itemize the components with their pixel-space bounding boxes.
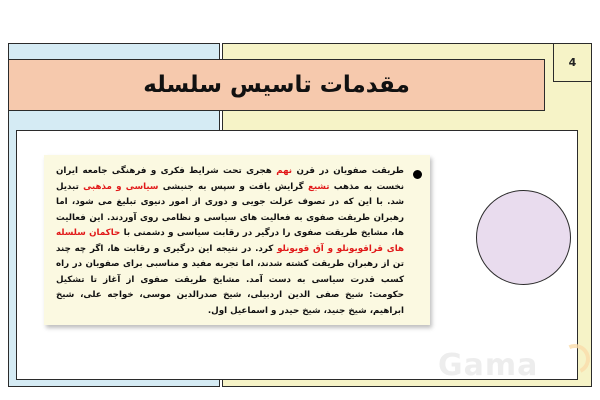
text-run: کرد. در نتیجه این درگیری و رقابت ها، اگر چه چند تن از رهبران طریقت کشته شدند، اما تجربه مفید و مناسبی برای صفویان در راه کسب قدرت سیاسی به دست آمد. مشایخ طریقت صفوی از آغاز تا تشکیل حکومت: شیخ صفی الدین اردبیلی، شیخ صدرالدین موسی، خواجه علی، شیخ ابراهیم، شیخ جنید، شیخ حیدر و اسماعیل اول.: [56, 243, 404, 316]
title-bar: [8, 59, 545, 111]
text-run: تبدیل شد. با این که در تصوف عزلت جویی و دوری از امور دنیوی تبلیغ می شود، اما رهبران طریقت صفوی به فعالیت های سیاسی و نظامی روی آوردند. این فعالیت ها، مشایخ طریقت صفوی را درگیر در رقابت سیاسی و دشمنی با: [56, 181, 404, 238]
highlight-text: تشیع: [307, 181, 330, 192]
text-run: هجری تحت شرایط فکری و فرهنگی جامعه ایران نخست به مذهب: [56, 166, 405, 192]
slide-title: مقدمات تاسیس سلسله: [143, 72, 410, 98]
text-run: گرایش یافت و سپس به جنبشی: [158, 181, 308, 192]
body-paragraph: [56, 164, 404, 319]
bullet-icon: [413, 170, 422, 179]
highlight-text: نهم: [276, 166, 293, 176]
highlight-text: سیاسی و مذهبی: [83, 181, 159, 192]
decorative-circle: [476, 190, 571, 285]
watermark-logo: Gama: [438, 348, 539, 383]
page-number: 4: [553, 43, 592, 82]
content-box: [44, 155, 430, 325]
highlight-text: حاکمان سلسله های قراقویونلو و آق قویونلو: [56, 228, 404, 254]
text-run: طریقت صفویان در قرن: [292, 166, 404, 176]
